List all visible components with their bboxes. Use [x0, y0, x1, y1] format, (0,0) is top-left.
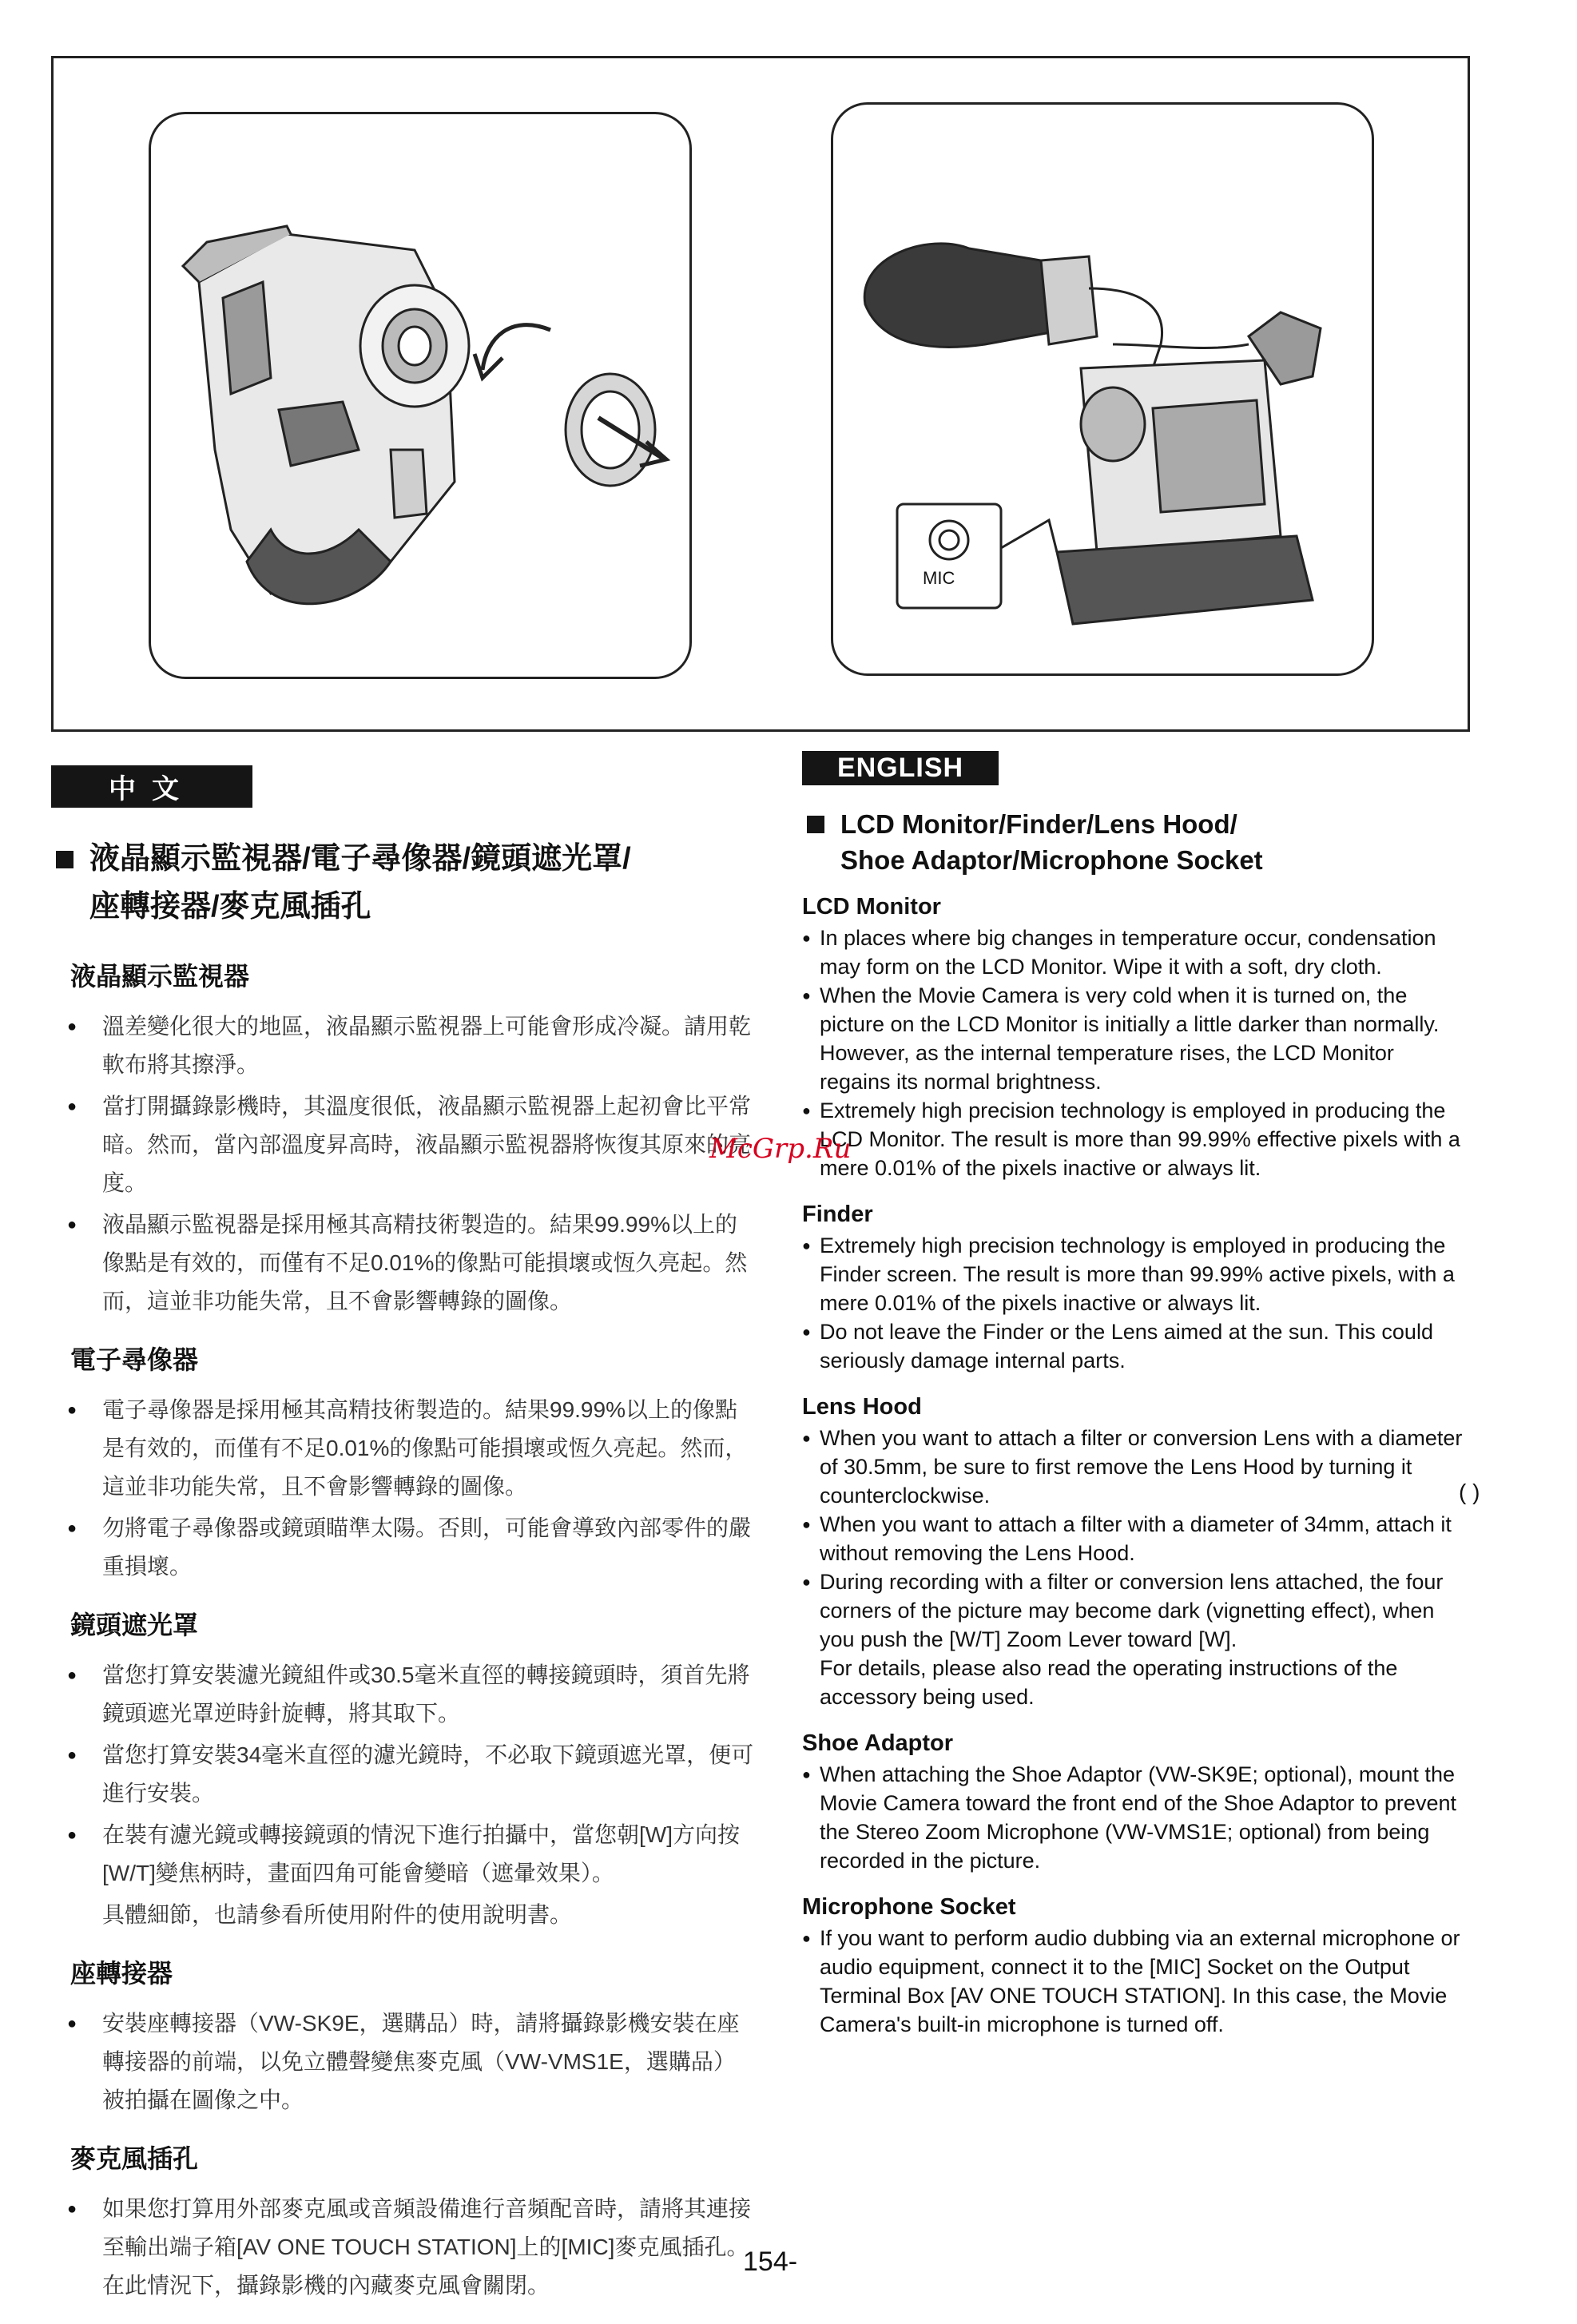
side-mark: ( )	[1459, 1480, 1480, 1504]
section-title: Lens Hood	[802, 1394, 922, 1420]
section-title: 液晶顯示監視器	[70, 962, 250, 991]
chinese-main-title	[51, 835, 754, 931]
chinese-language-badge: 中文	[51, 765, 252, 808]
mic-label: MIC	[923, 568, 955, 588]
section-title: 電子尋像器	[70, 1345, 199, 1374]
section-title: 麥克風插孔	[70, 2144, 199, 2173]
zh-section-shoe-adaptor	[51, 1953, 754, 2119]
title-square-icon	[56, 851, 73, 868]
section-title: 鏡頭遮光罩	[70, 1611, 199, 1639]
zh-section-lcd	[51, 956, 754, 1321]
camera-microphone-drawing	[833, 105, 1372, 673]
list-item: ● 當您打算安裝濾光鏡組件或30.5毫米直徑的轉接鏡頭時，須首先將鏡頭遮光罩逆時針旋轉，將其取下。	[51, 1656, 754, 1733]
english-title-line2: Shoe Adaptor/Microphone Socket	[840, 845, 1263, 875]
list-item: ● Do not leave the Finder or the Lens aimed at the sun. This could seriously damage internal parts.	[802, 1317, 1465, 1375]
list-item: ● 液晶顯示監視器是採用極其高精技術製造的。結果99.99%以上的像點是有效的，而僅有不足0.01%的像點可能損壞或恆久亮起。然而，這並非功能失常，且不會影響轉錄的圖像。	[51, 1206, 754, 1321]
list-item: ● 勿將電子尋像器或鏡頭瞄準太陽。否則，可能會導致內部零件的嚴重損壞。	[51, 1509, 754, 1586]
section-note: For details, please also read the operating instructions of the accessory being used.	[820, 1656, 1398, 1709]
section-title: 座轉接器	[70, 1959, 173, 1988]
english-language-badge: ENGLISH	[802, 751, 999, 785]
section-title: Shoe Adaptor	[802, 1730, 954, 1756]
list-item: ● In places where big changes in temperature occur, condensation may form on the LCD Monitor. Wipe it with a soft, dry cloth.	[802, 924, 1465, 981]
en-section-finder	[802, 1202, 1465, 1375]
list-item: ● During recording with a filter or conversion lens attached, the four corners of the picture may become dark (vignetting effect), when you push the [W/T] Zoom Lever toward [W].	[802, 1567, 1465, 1654]
list-item: ● 溫差變化很大的地區，液晶顯示監視器上可能會形成冷凝。請用乾軟布將其擦淨。	[51, 1007, 754, 1084]
list-item: ● When attaching the Shoe Adaptor (VW-SK9E; optional), mount the Movie Camera toward the front end of the Shoe Adaptor to prevent the Stereo Zoom Microphone (VW-VMS1E; optional) from being recorded in the picture.	[802, 1760, 1465, 1875]
en-section-mic-socket	[802, 1894, 1465, 2039]
chinese-column	[51, 765, 754, 2324]
zh-section-finder	[51, 1340, 754, 1586]
section-title: Microphone Socket	[802, 1894, 1016, 1920]
list-item: ● When you want to attach a filter with a diameter of 34mm, attach it without removing the Lens Hood.	[802, 1510, 1465, 1567]
list-item: ● Extremely high precision technology is employed in producing the LCD Monitor. The result is more than 99.99% effective pixels with a mere 0.01% of the pixels inactive or always lit.	[802, 1096, 1465, 1182]
en-section-lcd	[802, 894, 1465, 1182]
list-item: ● 安裝座轉接器（VW-SK9E，選購品）時，請將攝錄影機安裝在座轉接器的前端，以免立體聲變焦麥克風（VW-VMS1E，選購品）被拍攝在圖像之中。	[51, 2004, 754, 2119]
section-title: LCD Monitor	[802, 894, 941, 920]
lens-hood-illustration	[149, 112, 692, 679]
english-column	[802, 751, 1465, 2058]
zh-section-lens-hood	[51, 1605, 754, 1934]
chinese-title-line2: 座轉接器/麥克風插孔	[89, 890, 371, 924]
list-item: ● Extremely high precision technology is employed in producing the Finder screen. The result is more than 99.99% active pixels, with a mere 0.01% of the pixels inactive or always lit.	[802, 1231, 1465, 1317]
section-note: 具體細節，也請參看所使用附件的使用說明書。	[102, 1902, 573, 1927]
list-item: ● If you want to perform audio dubbing via an external microphone or audio equipment, connect it to the [MIC] Socket on the Output Terminal Box [AV ONE TOUCH STATION]. In this case, the Movie Camera's built-in microphone is turned off.	[802, 1924, 1465, 2039]
microphone-shoe-illustration	[831, 102, 1374, 676]
page-number: 154-	[743, 2247, 798, 2277]
watermark: McGrp.Ru	[709, 1133, 852, 1165]
english-main-title	[802, 806, 1465, 878]
section-title: Finder	[802, 1202, 873, 1227]
list-item: ● When you want to attach a filter or conversion Lens with a diameter of 30.5mm, be sure to first remove the Lens Hood by turning it counterclockwise.	[802, 1424, 1465, 1510]
en-section-lens-hood	[802, 1394, 1465, 1711]
list-item: ● 如果您打算用外部麥克風或音頻設備進行音頻配音時，請將其連接至輸出端子箱[AV ONE TOUCH STATION]上的[MIC]麥克風插孔。在此情況下，攝錄影機的內藏麥克風會關閉。	[51, 2190, 754, 2305]
list-item: ● 當打開攝錄影機時，其溫度很低，液晶顯示監視器上起初會比平常暗。然而，當內部溫度昇高時，液晶顯示監視器將恢復其原來的亮度。	[51, 1087, 754, 1202]
list-item: ● 在裝有濾光鏡或轉接鏡頭的情況下進行拍攝中，當您朝[W]方向按[W/T]變焦柄時，畫面四角可能會變暗（遮暈效果）。	[51, 1816, 754, 1893]
chinese-title-line1: 液晶顯示監視器/電子尋像器/鏡頭遮光罩/	[89, 842, 631, 876]
list-item: ● 當您打算安裝34毫米直徑的濾光鏡時，不必取下鏡頭遮光罩，便可進行安裝。	[51, 1736, 754, 1813]
en-section-shoe-adaptor	[802, 1730, 1465, 1875]
english-title-line1: LCD Monitor/Finder/Lens Hood/	[840, 809, 1237, 839]
zh-section-mic-socket	[51, 2139, 754, 2305]
list-item: ● When the Movie Camera is very cold when it is turned on, the picture on the LCD Monitor is initially a little darker than normally. However, as the internal temperature rises, the LCD Monitor regains its normal brightness.	[802, 981, 1465, 1096]
title-square-icon	[807, 816, 824, 833]
camera-lens-hood-drawing	[151, 114, 689, 677]
list-item: ● 電子尋像器是採用極其高精技術製造的。結果99.99%以上的像點是有效的，而僅有不足0.01%的像點可能損壞或恆久亮起。然而，這並非功能失常，且不會影響轉錄的圖像。	[51, 1391, 754, 1506]
